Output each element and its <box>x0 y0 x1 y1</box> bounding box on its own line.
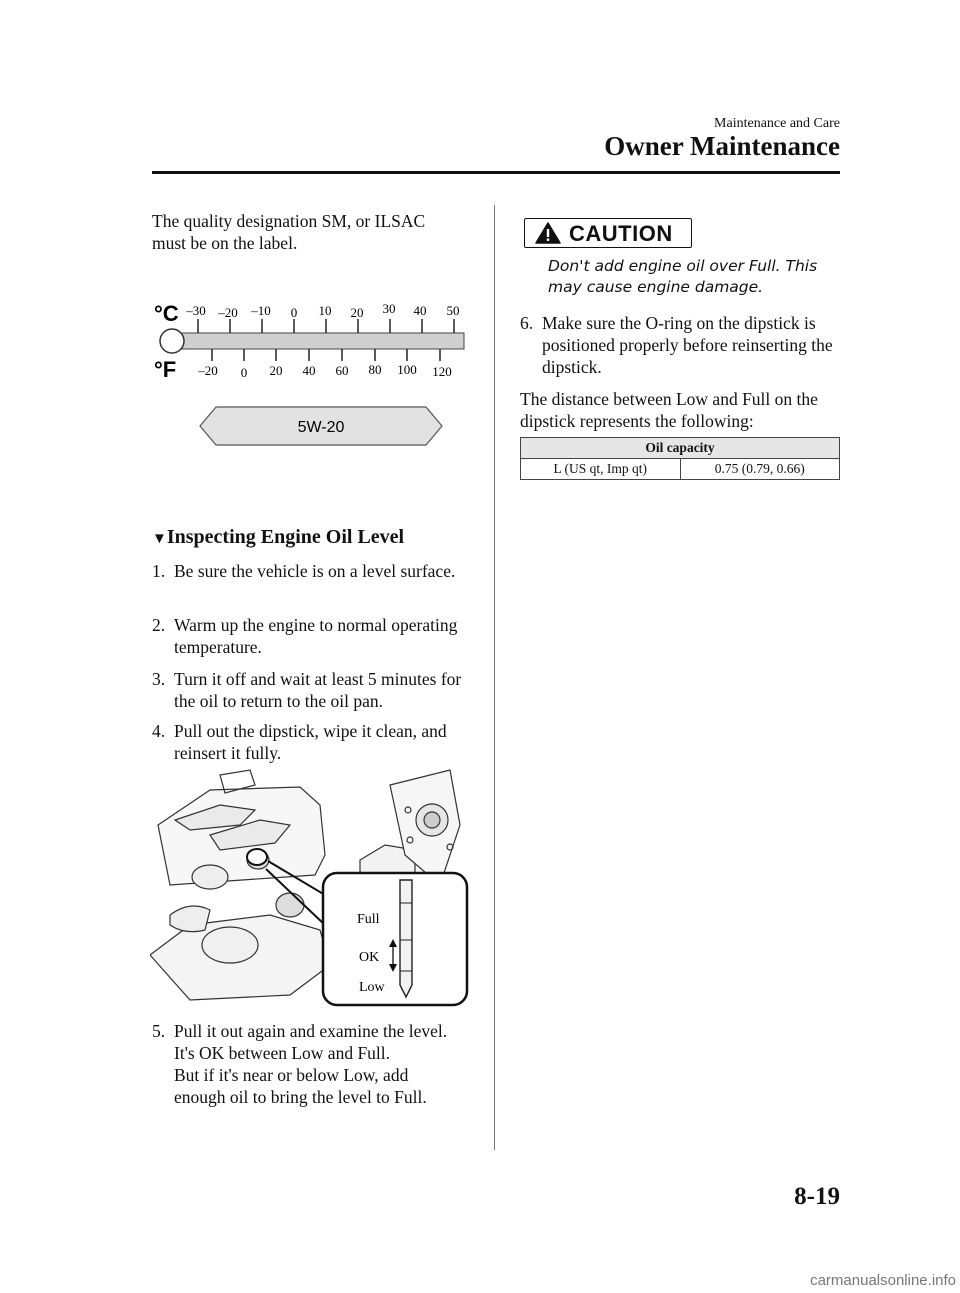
celsius-tick-label: –20 <box>218 305 238 320</box>
step-text: Make sure the O-ring on the dipstick is positioned properly before reinserting the dipstick. <box>542 313 833 377</box>
step-text: Be sure the vehicle is on a level surface. <box>174 561 456 581</box>
celsius-tick-label: 30 <box>382 301 396 316</box>
section-label: Maintenance and Care <box>714 116 840 131</box>
fahrenheit-tick-label: 120 <box>432 364 452 379</box>
distance-paragraph: The distance between Low and Full on the dipstick represents the following: <box>520 389 818 431</box>
step-number: 6. <box>520 313 534 333</box>
oil-grade-label: 5W-20 <box>297 419 345 436</box>
celsius-tick-label: –10 <box>251 303 271 318</box>
step-text-line: Pull it out again and examine the level. <box>174 1021 448 1041</box>
page-title: Owner Maintenance <box>604 131 840 161</box>
step-text: Pull out the dipstick, wipe it clean, and reinsert it fully. <box>174 721 447 763</box>
step-item <box>520 312 838 378</box>
fahrenheit-tick-label: 80 <box>368 362 382 377</box>
page-number: 8-19 <box>794 1183 840 1210</box>
step-number: 3. <box>152 669 166 689</box>
oil-capacity-header: Oil capacity <box>521 438 840 459</box>
oil-capacity-table <box>520 437 840 480</box>
dipstick-low-label: Low <box>359 980 385 995</box>
table-cell-value: 0.75 (0.79, 0.66) <box>680 459 840 480</box>
caution-line: Don't add engine oil over Full. This <box>548 257 818 275</box>
caution-message <box>548 256 817 298</box>
fahrenheit-tick-label: 20 <box>269 363 283 378</box>
heading-marker: ▼ <box>152 531 167 547</box>
fahrenheit-tick-label: 100 <box>397 362 417 377</box>
section-heading <box>152 526 404 549</box>
table-row <box>521 459 840 480</box>
celsius-tick-label: 0 <box>290 305 298 320</box>
engine-dipstick-illustration <box>150 765 470 1010</box>
step-item <box>152 720 470 764</box>
dipstick-ok-label: OK <box>359 950 380 965</box>
table-cell-label: L (US qt, Imp qt) <box>521 459 681 480</box>
dipstick-zoom-box <box>323 873 467 1005</box>
step-item <box>152 560 462 582</box>
celsius-tick-label: 20 <box>350 305 364 320</box>
celsius-tick-label: –30 <box>186 303 206 318</box>
step-text-line: enough oil to bring the level to Full. <box>174 1087 427 1107</box>
header-divider <box>152 171 840 174</box>
celsius-tick-label: 50 <box>446 303 460 318</box>
column-divider <box>494 205 495 1150</box>
dipstick <box>400 880 412 997</box>
step-number: 5. <box>152 1021 166 1041</box>
caution-banner <box>524 218 692 248</box>
watermark[interactable]: carmanualsonline.info <box>810 1272 956 1289</box>
dipstick-full-label: Full <box>357 912 380 927</box>
celsius-tick-label: 10 <box>318 303 332 318</box>
step-item <box>152 614 462 658</box>
fahrenheit-unit: °F <box>154 357 177 382</box>
fahrenheit-tick-label: 40 <box>302 363 316 378</box>
fahrenheit-tick-label: 60 <box>335 363 349 378</box>
step-number: 4. <box>152 721 166 741</box>
step-text-line: It's OK between Low and Full. <box>174 1043 391 1063</box>
celsius-tick-label: 40 <box>413 303 427 318</box>
heading-text: Inspecting Engine Oil Level <box>166 526 405 548</box>
fahrenheit-tick-label: 0 <box>240 365 248 380</box>
temperature-bar <box>172 333 464 349</box>
step-text: Warm up the engine to normal operating temperature. <box>174 615 458 657</box>
step-item <box>152 1020 472 1108</box>
intro-paragraph: The quality designation SM, or ILSAC must be on the label. <box>152 211 426 253</box>
celsius-unit: °C <box>154 301 179 326</box>
step-number: 2. <box>152 615 166 635</box>
step-text-line: But if it's near or below Low, add <box>174 1065 409 1085</box>
fahrenheit-tick-label: –20 <box>198 363 218 378</box>
caution-label: CAUTION <box>569 221 673 246</box>
step-number: 1. <box>152 561 166 581</box>
step-item <box>152 668 467 712</box>
oil-viscosity-temperature-chart <box>150 295 480 485</box>
step-text: Turn it off and wait at least 5 minutes for the oil to return to the oil pan. <box>174 669 462 711</box>
warning-triangle-icon <box>535 222 561 244</box>
caution-line: may cause engine damage. <box>548 278 764 296</box>
